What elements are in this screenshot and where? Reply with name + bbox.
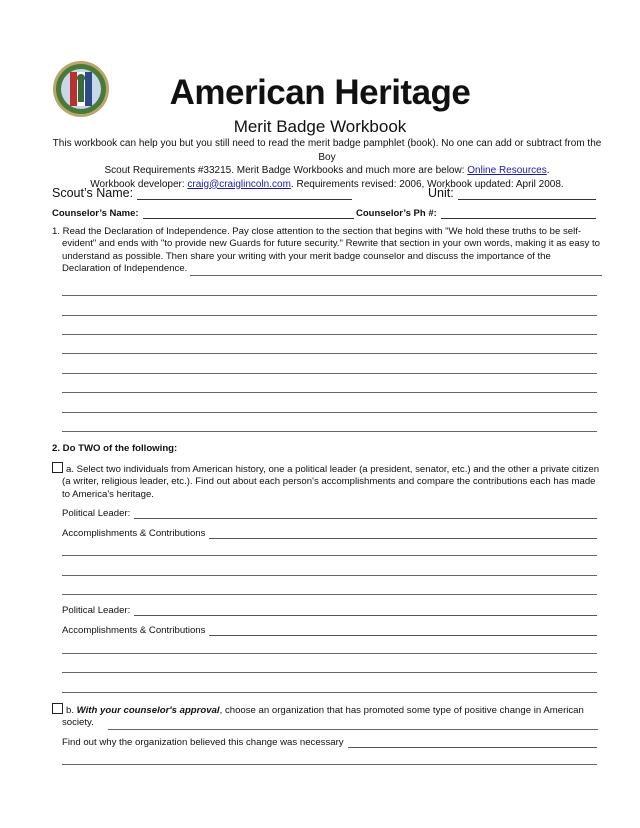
counselor-name-label: Counselor’s Name: — [52, 208, 139, 219]
answer-line[interactable] — [62, 334, 597, 335]
developer-email-link[interactable]: craig@craiglincoln.com — [187, 178, 291, 190]
counselor-phone-label: Counselor’s Ph #: — [356, 208, 437, 219]
political-leader-1-row — [62, 508, 597, 519]
organization-field[interactable] — [108, 720, 598, 730]
req2b-emphasis: With your counselor's approval — [76, 705, 220, 716]
requirement-2-heading: 2. Do TWO of the following: — [52, 443, 178, 454]
req2a-checkbox[interactable] — [52, 462, 63, 473]
requirement-2b — [52, 703, 598, 730]
intro-text — [52, 137, 602, 191]
answer-line[interactable] — [62, 594, 597, 595]
req1-line-4 — [52, 263, 602, 275]
accomplishments-2-field[interactable] — [209, 626, 597, 636]
scout-name-label: Scout’s Name: — [52, 186, 134, 200]
find-out-row — [62, 737, 597, 748]
counselor-name-row — [52, 208, 354, 219]
answer-line[interactable] — [62, 555, 597, 556]
political-leader-2-field[interactable] — [134, 606, 597, 616]
scout-name-row — [52, 186, 352, 200]
online-resources-link[interactable]: Online Resources — [467, 165, 547, 176]
req2b-line-1 — [52, 703, 598, 717]
unit-field[interactable] — [458, 187, 596, 200]
unit-row — [428, 186, 596, 200]
req2a-line-2: (a writer, religious leader, etc.). Find out about each person's accomplishments and compare the contributions each has made — [62, 476, 596, 488]
req1-answer-line[interactable] — [190, 266, 602, 276]
req1-line-1: 1. Read the Declaration of Independence. Pay close attention to the section that begins with "We hold these truths to be self- — [52, 226, 582, 237]
political-leader-1-field[interactable] — [134, 509, 597, 519]
answer-line[interactable] — [62, 672, 597, 673]
counselor-phone-row — [356, 208, 596, 219]
scout-name-field[interactable] — [137, 187, 352, 200]
intro-line-2-end: . — [546, 165, 550, 176]
answer-line[interactable] — [62, 373, 597, 374]
intro-line-2-text: Scout Requirements #33215. Merit Badge Workbooks and much more are below: — [104, 165, 468, 176]
answer-line[interactable] — [62, 295, 597, 296]
accomplishments-1-field[interactable] — [209, 529, 597, 539]
accomplishments-label: Accomplishments & Contributions — [62, 528, 206, 539]
answer-line[interactable] — [62, 575, 597, 576]
intro-line-3-text: Workbook developer: — [90, 178, 188, 190]
requirement-1 — [52, 226, 602, 276]
intro-line-2 — [52, 164, 602, 178]
find-out-label: Find out why the organization believed this change was necessary — [62, 737, 344, 748]
answer-line[interactable] — [62, 315, 597, 316]
req1-line-3: understand as possible. Then share your writing with your merit badge counselor and discuss the importance of the — [62, 250, 551, 262]
req2b-prefix: b. — [66, 705, 77, 716]
answer-line[interactable] — [62, 392, 597, 393]
counselor-name-field[interactable] — [143, 209, 354, 219]
req2a-line-3: to America's heritage. — [62, 488, 154, 500]
accomplishments-2-row — [62, 625, 597, 636]
req2a-line-1-text: a. Select two individuals from American history, one a political leader (a president, senator, etc.) and the other a private citizen — [66, 464, 600, 475]
req2b-line-2-text: society. — [62, 717, 94, 729]
req2b-line-1-text: , choose an organization that has promoted some type of positive change in American — [219, 705, 584, 716]
political-leader-2-row — [62, 605, 597, 616]
answer-line[interactable] — [62, 353, 597, 354]
page-title: American Heritage — [169, 73, 471, 112]
answer-line[interactable] — [62, 653, 597, 654]
answer-line[interactable] — [62, 692, 597, 693]
answer-line[interactable] — [62, 412, 597, 413]
intro-line-1: This workbook can help you but you still need to read the merit badge pamphlet (book). No one can add or subtract from the Boy — [52, 138, 602, 163]
req2b-checkbox[interactable] — [52, 703, 63, 714]
requirement-2a — [52, 462, 602, 501]
req2b-line-2 — [52, 717, 598, 729]
intro-line-3-end: . Requirements revised: 2006, Workbook updated: April 2008. — [290, 178, 564, 190]
answer-line[interactable] — [62, 431, 597, 432]
req1-line-4-text: Declaration of Independence. — [62, 263, 188, 275]
accomplishments-1-row — [62, 528, 597, 539]
answer-line[interactable] — [62, 764, 597, 765]
political-leader-label: Political Leader: — [62, 605, 131, 616]
req1-line-2: evident" and ends with "to provide new Guards for future security." Rewrite that section in your own words, making it as easy to — [62, 238, 600, 250]
accomplishments-label: Accomplishments & Contributions — [62, 625, 206, 636]
unit-label: Unit: — [428, 186, 454, 200]
political-leader-label: Political Leader: — [62, 508, 131, 519]
find-out-field[interactable] — [348, 738, 597, 748]
counselor-phone-field[interactable] — [441, 209, 596, 219]
req2a-line-1 — [52, 462, 602, 476]
page-subtitle: Merit Badge Workbook — [233, 117, 407, 136]
